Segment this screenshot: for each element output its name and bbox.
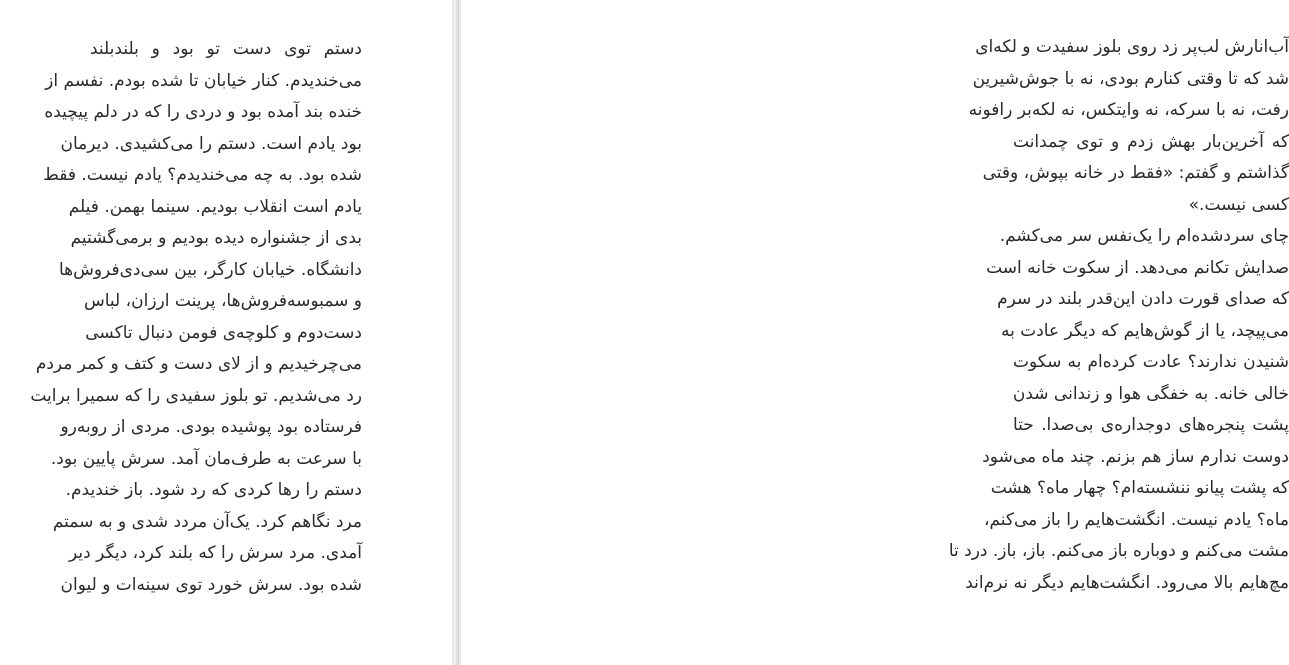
text-line: می‌پیچد، یا از گوش‌هایم که دیگر عادت به: [1000, 320, 1289, 341]
text-line: که پشت پیانو ننشسته‌ام؟ چهار ماه؟ هشت: [990, 478, 1289, 498]
text-line: آمدی. مرد سرش را که بلند کرد، دیگر دیر: [69, 543, 362, 563]
text-line: مرد نگاهم کرد. یک‌آن مردد شدی و به سمتم: [52, 511, 362, 532]
book-spine-line: [458, 0, 459, 665]
text-line: چای سردشده‌ام را یک‌نفس سر می‌کشم.: [999, 226, 1289, 246]
text-line: بود یادم است. دستم را می‌کشیدی. دیرمان: [60, 133, 362, 154]
text-line: شده بود. سرش خورد توی سینه‌ات و لیوان: [60, 574, 362, 595]
text-line: دوست ندارم ساز هم بزنم. چند ماه می‌شود: [982, 446, 1289, 467]
text-line: می‌خندیدم. کنار خیابان تا شده بودم. نفسم از: [45, 70, 362, 91]
text-line: با سرعت به طرف‌مان آمد. سرش پایین بود.: [50, 448, 362, 469]
text-line: شده بود. به چه می‌خندیدم؟ یادم نیست. فقط: [43, 165, 362, 185]
text-line: رد می‌شدیم. تو بلوز سفیدی را که سمیرا برایت: [30, 385, 362, 406]
book-gutter: [452, 0, 461, 665]
text-line: شنیدن ندارند؟ عادت کرده‌ام به سکوت: [1013, 352, 1289, 372]
text-line: کسی نیست.»: [1188, 194, 1289, 215]
left-page-text: [30, 34, 362, 601]
text-line: که صدای قورت دادن این‌قدر بلند در سرم: [997, 289, 1289, 309]
text-line: صدایش تکانم می‌دهد. از سکوت خانه است: [986, 257, 1289, 278]
text-line: گذاشتم و گفتم: «فقط در خانه بپوش، وقتی: [982, 163, 1289, 183]
text-line: شد که تا وقتی کنارم بودی، نه با جوش‌شیرین: [972, 68, 1289, 89]
text-line: فرستاده بود پوشیده بودی. مردی از روبه‌رو: [60, 417, 362, 437]
text-line: آب‌انارش لب‌پر زد روی بلوز سفیدت و لکه‌ای: [975, 37, 1289, 57]
text-line: خنده بند آمده بود و دردی را که در دلم پیچیده: [44, 102, 362, 122]
text-line: دست‌دوم و کلوچه‌ی فومن دنبال تاکسی: [85, 322, 362, 343]
text-line: دانشگاه. خیابان کارگر، بین سی‌دی‌فروش‌ها: [58, 259, 362, 280]
text-line: ماه؟ یادم نیست. انگشت‌هایم را باز می‌کنم،: [983, 509, 1289, 530]
text-line: رفت، نه با سرکه، نه وایتکس، نه لکه‌بر رافونه: [968, 100, 1289, 120]
text-line: یادم است انقلاب بودیم. سینما بهمن. فیلم: [68, 196, 362, 217]
left-page: [0, 0, 452, 665]
text-line: بدی از جشنواره دیده بودیم و برمی‌گشتیم: [70, 228, 362, 248]
right-page: [461, 0, 1289, 665]
text-line: پشت پنجره‌های دوجداره‌ی بی‌صدا. حتا: [1013, 415, 1289, 435]
text-line: که آخرین‌بار بهش زدم و توی چمدانت: [1013, 131, 1289, 152]
text-line: دستم را رها کردی که رد شود. باز خندیدم.: [65, 480, 362, 500]
text-line: و سمبوسه‌فروش‌ها، پرینت ارزان، لباس: [83, 291, 362, 311]
text-line: دستم توی دست تو بود و بلندبلند: [90, 39, 362, 59]
text-line: خالی خانه. به خفگی هوا و زندانی شدن: [1012, 383, 1289, 404]
right-page-text: [948, 32, 1289, 599]
text-line: مچ‌هایم بالا می‌رود. انگشت‌هایم دیگر نه نرم‌اند: [965, 572, 1289, 593]
text-line: می‌چرخیدیم و از لای دست و کتف و کمر مردم: [35, 354, 362, 374]
text-line: مشت می‌کنم و دوباره باز می‌کنم. باز، باز. درد تا: [948, 541, 1289, 561]
